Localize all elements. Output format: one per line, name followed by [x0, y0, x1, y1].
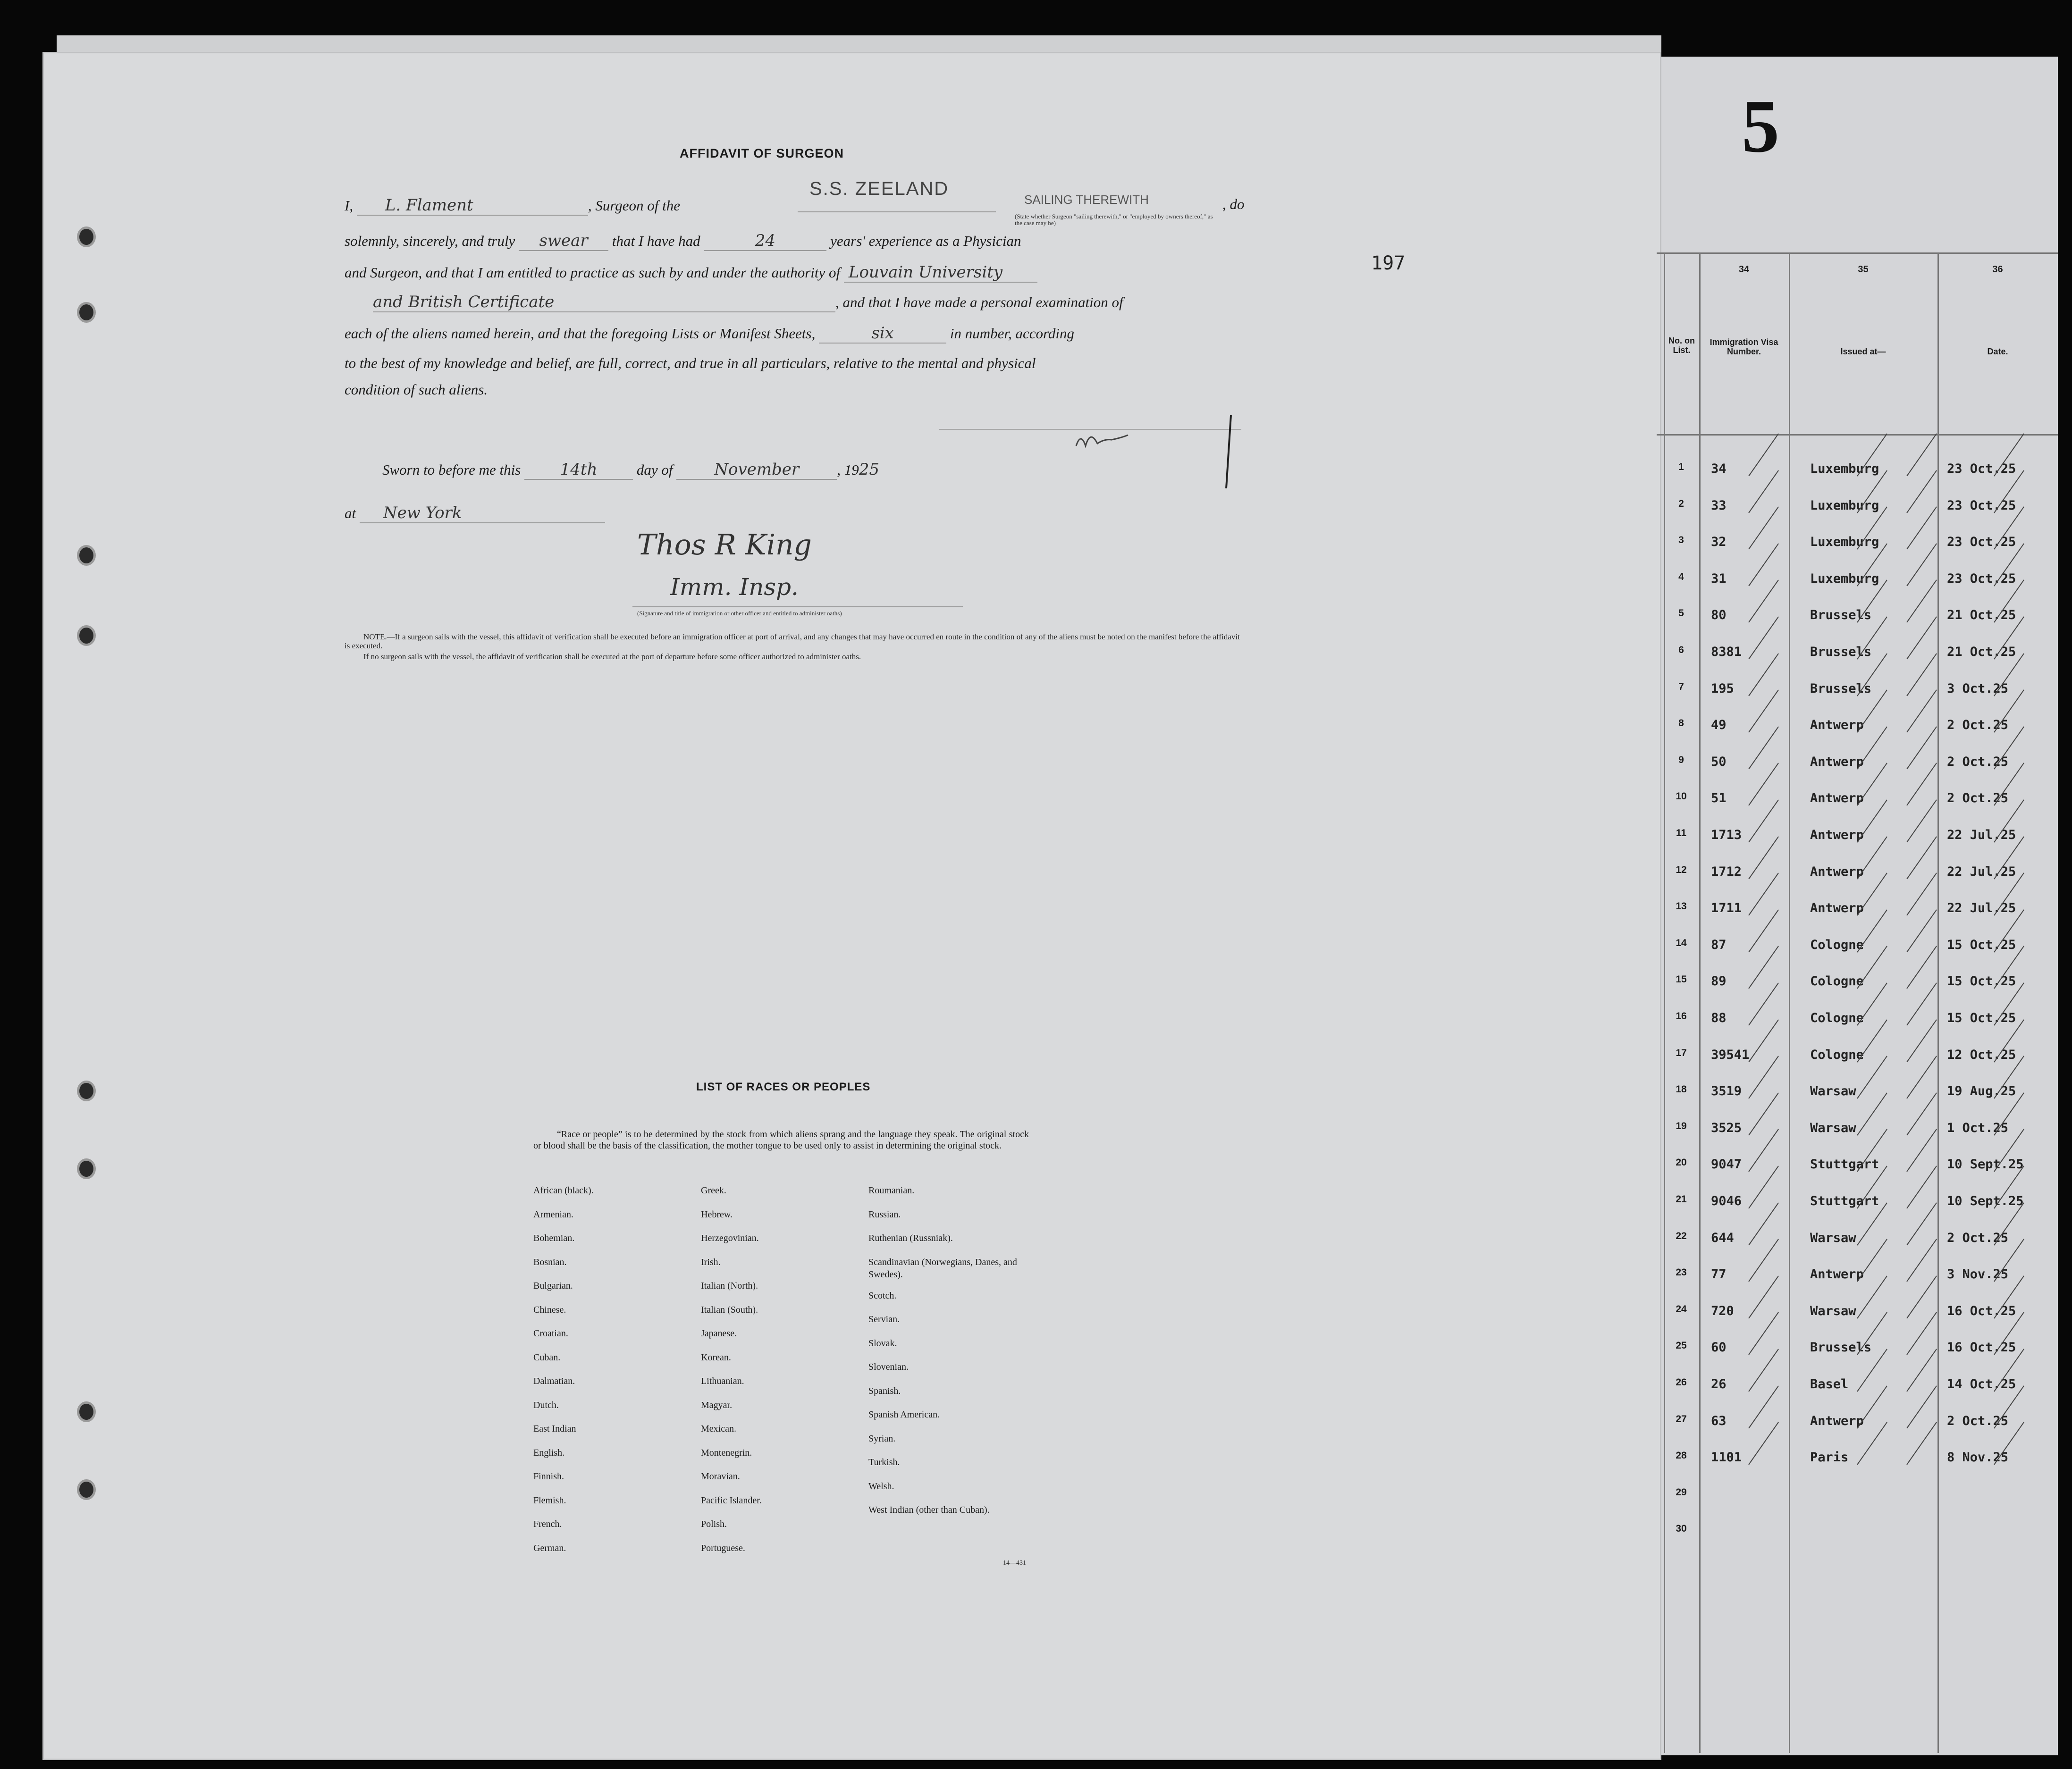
- visa-number: 1711: [1711, 901, 1742, 916]
- issued-at: Antwerp: [1810, 718, 1864, 733]
- race-item: Finnish.: [533, 1471, 564, 1482]
- issued-at: Stuttgart: [1810, 1157, 1879, 1172]
- visa-number: 1101: [1711, 1450, 1742, 1465]
- sheets-count: six: [819, 324, 946, 344]
- row-number: 14: [1676, 937, 1687, 948]
- row-number: 28: [1676, 1450, 1687, 1461]
- visa-number: 63: [1711, 1413, 1727, 1428]
- race-item: Irish.: [701, 1257, 721, 1267]
- row-number: 22: [1676, 1230, 1687, 1241]
- issued-at: Warsaw: [1810, 1084, 1856, 1099]
- visa-number: 39541: [1711, 1047, 1750, 1062]
- race-item: Magyar.: [701, 1400, 733, 1410]
- race-item: Flemish.: [533, 1495, 566, 1506]
- officer-title: Imm. Insp.: [670, 573, 799, 601]
- note-1: NOTE.—If a surgeon sails with the vessel, this affidavit of verification shall be executed before an immigration officer at port of arrival, and any changes that may have occurred en route in the condition of any of the aliens must be noted on the manifest before the affidavit is executed.: [345, 632, 1240, 650]
- visa-number: 1713: [1711, 828, 1742, 842]
- race-item: German.: [533, 1543, 566, 1553]
- sworn-day: 14th: [524, 460, 633, 480]
- race-item: Ruthenian (Russniak).: [868, 1233, 953, 1243]
- issue-date: 23 Oct.25: [1947, 461, 2016, 476]
- race-item: Mexican.: [701, 1424, 736, 1434]
- affidavit-line-5: each of the aliens named herein, and that the foregoing Lists or Manifest Sheets, six in number, according: [345, 324, 1075, 343]
- issue-date: 2 Oct.25: [1947, 754, 2009, 769]
- affidavit-line-7: condition of such aliens.: [345, 381, 488, 398]
- punch-hole: [79, 1083, 93, 1099]
- row-number: 26: [1676, 1377, 1687, 1388]
- race-item: Scotch.: [868, 1290, 897, 1301]
- row-number: 3: [1678, 535, 1684, 546]
- race-item: Dutch.: [533, 1400, 559, 1410]
- col-number-34: 34: [1738, 264, 1750, 275]
- race-item: Greek.: [701, 1185, 726, 1196]
- visa-number: 88: [1711, 1011, 1727, 1025]
- at-line: at New York: [345, 503, 605, 523]
- issued-at: Basel: [1810, 1377, 1849, 1392]
- issue-date: 14 Oct.25: [1947, 1377, 2016, 1392]
- race-item: Italian (North).: [701, 1281, 758, 1291]
- race-item: Portuguese.: [701, 1543, 745, 1553]
- officer-signature: Thos R King: [637, 528, 812, 562]
- race-item: African (black).: [533, 1185, 594, 1196]
- issue-date: 1 Oct.25: [1947, 1120, 2009, 1135]
- row-number: 9: [1678, 754, 1684, 765]
- col-number-36: 36: [1992, 264, 2003, 275]
- race-item: Polish.: [701, 1519, 727, 1529]
- ship-name-stamp: S.S. ZEELAND: [809, 178, 949, 199]
- race-item: Servian.: [868, 1314, 900, 1325]
- visa-number: 644: [1711, 1230, 1734, 1245]
- issued-at: Antwerp: [1810, 864, 1864, 879]
- races-column-2: [701, 1184, 842, 1566]
- race-item: Pacific Islander.: [701, 1495, 762, 1506]
- header-no-on-list: No. on List.: [1668, 336, 1695, 355]
- race-item: West Indian (other than Cuban).: [868, 1505, 990, 1515]
- races-column-3: [868, 1184, 1038, 1537]
- issue-date: 15 Oct.25: [1947, 974, 2016, 989]
- issued-at: Antwerp: [1810, 754, 1864, 769]
- issue-date: 16 Oct.25: [1947, 1340, 2016, 1355]
- visa-number: 77: [1711, 1267, 1727, 1282]
- row-number: 13: [1676, 901, 1687, 912]
- visa-number: 34: [1711, 461, 1727, 476]
- visa-number: 3525: [1711, 1120, 1742, 1135]
- issue-date: 21 Oct.25: [1947, 608, 2016, 623]
- surgeon-name: L. Flament: [357, 196, 588, 216]
- visa-number: 89: [1711, 974, 1727, 989]
- punch-hole: [79, 304, 93, 320]
- visa-number: 31: [1711, 571, 1727, 586]
- page-edge: [57, 35, 1661, 54]
- punch-hole: [79, 547, 93, 563]
- visa-number: 33: [1711, 498, 1727, 513]
- visa-number: 49: [1711, 718, 1727, 733]
- issue-date: 8 Nov.25: [1947, 1450, 2009, 1465]
- race-item: English.: [533, 1447, 565, 1458]
- issued-at: Antwerp: [1810, 1413, 1864, 1428]
- issued-at: Luxemburg: [1810, 498, 1879, 513]
- visa-number: 195: [1711, 681, 1734, 696]
- authority-1: Louvain University: [844, 263, 1037, 283]
- issue-date: 23 Oct.25: [1947, 535, 2016, 550]
- form-number: 14—431: [1003, 1559, 1026, 1567]
- issue-date: 10 Sept.25: [1947, 1194, 2024, 1208]
- issued-at: Antwerp: [1810, 901, 1864, 916]
- visa-number: 87: [1711, 937, 1727, 952]
- issue-date: 2 Oct.25: [1947, 1230, 2009, 1245]
- oath-word: swear: [519, 231, 608, 251]
- race-item: Armenian.: [533, 1209, 573, 1220]
- issue-date: 23 Oct.25: [1947, 498, 2016, 513]
- table-col-line: [1699, 252, 1701, 1753]
- issue-date: 21 Oct.25: [1947, 645, 2016, 659]
- row-number: 24: [1676, 1303, 1687, 1315]
- race-item: Dalmatian.: [533, 1376, 575, 1386]
- race-item: Hebrew.: [701, 1209, 733, 1220]
- race-item: Croatian.: [533, 1328, 568, 1339]
- race-item: Cuban.: [533, 1352, 561, 1363]
- visa-number: 26: [1711, 1377, 1727, 1392]
- race-item: Russian.: [868, 1209, 901, 1220]
- affidavit-line-1: [345, 196, 680, 216]
- race-item: Bosnian.: [533, 1257, 567, 1267]
- visa-number: 50: [1711, 754, 1727, 769]
- issue-date: 16 Oct.25: [1947, 1303, 2016, 1318]
- table-col-line: [1937, 252, 1939, 1753]
- sheet-number: 5: [1742, 84, 1779, 168]
- issued-at: Antwerp: [1810, 1267, 1864, 1282]
- affidavit-title: AFFIDAVIT OF SURGEON: [680, 146, 844, 160]
- issued-at: Cologne: [1810, 1011, 1864, 1025]
- race-item: Slovak.: [868, 1338, 897, 1349]
- issue-date: 23 Oct.25: [1947, 571, 2016, 586]
- row-number: 8: [1678, 718, 1684, 729]
- table-header-rule: [1657, 434, 2058, 436]
- affidavit-line-2: solemnly, sincerely, and truly swear that I have had 24 years' experience as a Physician: [345, 231, 1021, 250]
- race-item: Slovenian.: [868, 1362, 909, 1372]
- issue-date: 22 Jul.25: [1947, 901, 2016, 916]
- issue-date: 15 Oct.25: [1947, 937, 2016, 952]
- races-title: LIST OF RACES OR PEOPLES: [696, 1081, 871, 1093]
- ship-name-line: [798, 211, 996, 212]
- race-item: Scandinavian (Norwegians, Danes, and Swedes).: [868, 1257, 1017, 1280]
- row-number: 11: [1676, 828, 1687, 838]
- race-item: Syrian.: [868, 1433, 896, 1444]
- issued-at: Brussels: [1810, 645, 1872, 659]
- punch-hole: [79, 229, 93, 245]
- line1-prefix: I,: [345, 197, 354, 214]
- row-number: 2: [1678, 498, 1684, 509]
- row-number: 30: [1676, 1523, 1687, 1534]
- line1-end: , do: [1222, 196, 1245, 212]
- header-date: Date.: [1987, 347, 2008, 356]
- surgeon-signature: [935, 406, 1246, 491]
- years-experience: 24: [704, 231, 826, 251]
- issued-at: Brussels: [1810, 608, 1872, 623]
- issue-date: 3 Nov.25: [1947, 1267, 2009, 1282]
- punch-hole: [79, 1482, 93, 1498]
- row-number: 6: [1678, 645, 1684, 655]
- issued-at: Brussels: [1810, 681, 1872, 696]
- issue-date: 2 Oct.25: [1947, 791, 2009, 806]
- race-item: Moravian.: [701, 1471, 740, 1482]
- race-item: Herzegovinian.: [701, 1233, 759, 1243]
- race-item: Roumanian.: [868, 1185, 915, 1196]
- race-item: Montenegrin.: [701, 1447, 752, 1458]
- row-number: 12: [1676, 864, 1687, 875]
- race-item: Turkish.: [868, 1457, 900, 1467]
- issue-date: 22 Jul.25: [1947, 828, 2016, 842]
- issue-date: 15 Oct.25: [1947, 1011, 2016, 1025]
- row-number: 7: [1678, 681, 1684, 692]
- punch-hole: [79, 628, 93, 644]
- issued-at: Luxemburg: [1810, 571, 1879, 586]
- sworn-line: Sworn to before me this 14th day of November , 1925: [382, 460, 879, 479]
- issue-date: 10 Sept.25: [1947, 1157, 2024, 1172]
- visa-number: 9047: [1711, 1157, 1742, 1172]
- row-number: 10: [1676, 791, 1687, 802]
- row-number: 17: [1676, 1047, 1687, 1058]
- note-2: If no surgeon sails with the vessel, the affidavit of verification shall be executed at the port of departure before some officer authorized to administer oaths.: [363, 652, 861, 661]
- issued-at: Warsaw: [1810, 1120, 1856, 1135]
- row-number: 21: [1676, 1194, 1687, 1205]
- issue-date: 2 Oct.25: [1947, 718, 2009, 733]
- issued-at: Cologne: [1810, 1047, 1864, 1062]
- race-item: Korean.: [701, 1352, 731, 1363]
- sworn-month: November: [676, 460, 837, 480]
- table-top-rule: [1657, 252, 2058, 254]
- affidavit-line-4: and British Certificate , and that I have made a personal examination of: [373, 293, 1123, 311]
- row-number: 19: [1676, 1120, 1687, 1132]
- race-item: Lithuanian.: [701, 1376, 744, 1386]
- punch-hole: [79, 1404, 93, 1420]
- punch-hole: [79, 1161, 93, 1177]
- visa-number: 9046: [1711, 1194, 1742, 1208]
- race-item: East Indian: [533, 1424, 576, 1434]
- issued-at: Warsaw: [1810, 1303, 1856, 1318]
- visa-number: 60: [1711, 1340, 1727, 1355]
- issue-date: 2 Oct.25: [1947, 1413, 2009, 1428]
- issued-at: Luxemburg: [1810, 535, 1879, 550]
- issued-at: Cologne: [1810, 974, 1864, 989]
- issue-date: 22 Jul.25: [1947, 864, 2016, 879]
- visa-number: 3519: [1711, 1084, 1742, 1099]
- issued-at: Antwerp: [1810, 791, 1864, 806]
- visa-number: 8381: [1711, 645, 1742, 659]
- issued-at: Warsaw: [1810, 1230, 1856, 1245]
- at-place: New York: [360, 503, 605, 523]
- visa-number: 32: [1711, 535, 1727, 550]
- race-item: Spanish American.: [868, 1409, 940, 1420]
- issued-at: Antwerp: [1810, 828, 1864, 842]
- race-item: Bulgarian.: [533, 1281, 573, 1291]
- sailing-stamp: SAILING THEREWITH: [1024, 193, 1149, 207]
- signature-caption: (Signature and title of immigration or other officer and entitled to administer oaths): [637, 610, 842, 617]
- issued-at: Luxemburg: [1810, 461, 1879, 476]
- race-item: Chinese.: [533, 1304, 566, 1315]
- issued-at: Brussels: [1810, 1340, 1872, 1355]
- row-number: 15: [1676, 974, 1687, 985]
- authority-2: and British Certificate: [373, 293, 835, 312]
- issued-at: Paris: [1810, 1450, 1849, 1465]
- issue-date: 12 Oct.25: [1947, 1047, 2016, 1062]
- race-item: French.: [533, 1519, 562, 1529]
- issued-at: Cologne: [1810, 937, 1864, 952]
- row-number: 18: [1676, 1084, 1687, 1095]
- issued-at: Stuttgart: [1810, 1194, 1879, 1208]
- races-intro: “Race or people” is to be determined by the stock from which aliens sprang and the language they speak. The original stock or blood shall be the basis of the classification, the mother tongue to be used only to assist in determining the original stock.: [533, 1129, 1029, 1151]
- sailing-note: (State whether Surgeon "sailing therewith," or "employed by owners thereof," as the case may be): [1015, 213, 1213, 226]
- officer-sig-line: [632, 606, 963, 607]
- sworn-year: 25: [859, 460, 879, 479]
- races-column-1: [533, 1184, 675, 1566]
- race-item: Spanish.: [868, 1385, 901, 1396]
- header-issued-at: Issued at—: [1840, 347, 1886, 356]
- visa-number: 720: [1711, 1303, 1734, 1318]
- visa-number: 1712: [1711, 864, 1742, 879]
- race-item: Bohemian.: [533, 1233, 575, 1243]
- row-number: 23: [1676, 1267, 1687, 1278]
- table-col-line: [1789, 252, 1790, 1753]
- row-number: 4: [1678, 571, 1684, 582]
- line1-mid: , Surgeon of the: [588, 197, 680, 214]
- row-number: 25: [1676, 1340, 1687, 1351]
- visa-number: 51: [1711, 791, 1727, 806]
- row-number: 20: [1676, 1157, 1687, 1168]
- race-item: Welsh.: [868, 1481, 894, 1492]
- row-number: 1: [1678, 461, 1684, 472]
- page-number-stamp: 197: [1371, 252, 1406, 274]
- col-number-35: 35: [1858, 264, 1869, 275]
- affidavit-line-3: and Surgeon, and that I am entitled to practice as such by and under the authority of Louvain University: [345, 263, 1037, 283]
- header-visa-number: Immigration Visa Number.: [1710, 337, 1778, 356]
- issue-date: 19 Aug.25: [1947, 1084, 2016, 1099]
- row-number: 16: [1676, 1011, 1687, 1022]
- affidavit-line-6: to the best of my knowledge and belief, are full, correct, and true in all particulars, relative to the mental and physical: [345, 355, 1036, 371]
- issue-date: 3 Oct.25: [1947, 681, 2009, 696]
- race-item: Japanese.: [701, 1328, 737, 1339]
- race-item: Italian (South).: [701, 1304, 758, 1315]
- row-number: 27: [1676, 1413, 1687, 1425]
- visa-number: 80: [1711, 608, 1727, 623]
- row-number: 29: [1676, 1486, 1687, 1498]
- row-number: 5: [1678, 608, 1684, 619]
